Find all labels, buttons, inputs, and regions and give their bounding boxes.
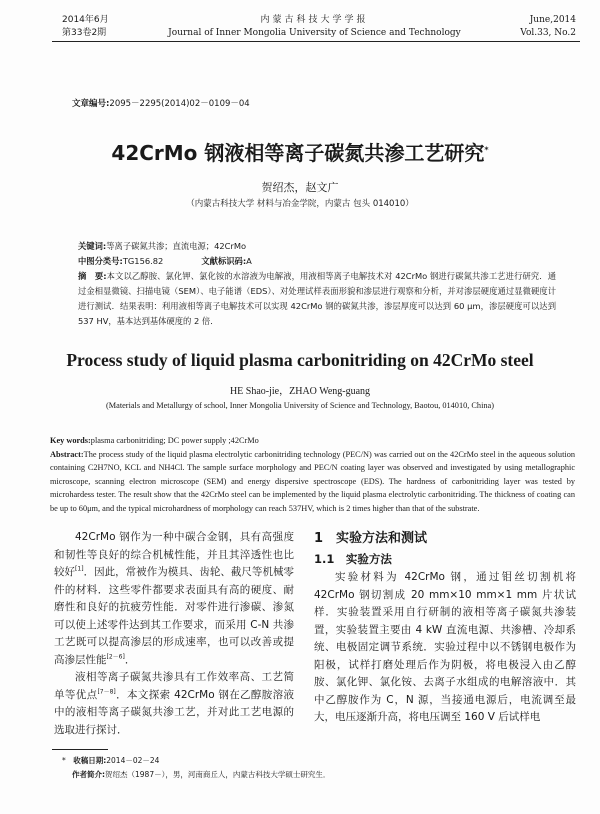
header-rule: [52, 41, 580, 42]
text: ．因此，常被作为模具、齿轮、截尺等机械零件的材料．这些零件都要求表面具有高的硬度、耐磨性和良好的抗疲劳性能．对零件进行渗碳、渗氮可以使上述零件达到其工作要求，而采用 C-N 共渗工艺既可以提高渗层的形成速率，也可以改善或提高渗层性能: [54, 566, 295, 666]
affiliation-cn: （内蒙古科技大学 材料与冶金学院，内蒙古 包头 014010）: [186, 199, 414, 209]
article-number-value: 2095－2295(2014)02－0109－04: [109, 99, 250, 109]
header-volume-cn: 第33卷2期: [62, 28, 107, 38]
classification: [78, 254, 556, 269]
received-date: 2014－02－24: [106, 756, 160, 765]
authors-cn: 贺绍杰，赵文广: [261, 181, 339, 194]
authors-en: HE Shao-jie，ZHAO Weng-guang: [229, 386, 371, 397]
citation: [1]: [75, 565, 84, 573]
abstract-cn-block: [78, 239, 556, 329]
keywords-en-value: plasma carbonitriding; DC power supply ;42CrMo: [90, 436, 259, 445]
intro-paragraph-1: [54, 529, 294, 669]
body-columns: [54, 529, 576, 739]
affiliation-en: (Materials and Metallurgy of school, Inner Mongolia University of Science and Technology, Baotou, 014010, China): [106, 401, 494, 410]
article-number: [72, 98, 600, 110]
keywords-en-label: Key words:: [50, 436, 91, 445]
intro-paragraph-2: [54, 669, 294, 739]
section-heading-1: 1 实验方法和测试: [314, 531, 428, 546]
text: 液相等离子碳氮共渗具有工作效率高、工艺简单等优点: [54, 671, 294, 701]
classification-value: TG156.82: [122, 256, 164, 266]
header-left: [62, 14, 109, 40]
received-label: 收稿日期:: [73, 756, 107, 765]
header-right: [520, 14, 576, 40]
author-bio: 贺绍杰（1987－），男，河南商丘人，内蒙古科技大学硕士研究生．: [105, 770, 331, 779]
abstract-en-block: [50, 434, 575, 515]
footnote: [62, 754, 600, 782]
author-bio-label: 作者简介:: [72, 770, 105, 779]
abstract-en: [50, 448, 575, 516]
journal-name-cn: 内蒙古科技大学学报: [260, 15, 369, 25]
keywords-cn-label: 关键词:: [78, 241, 107, 251]
body-right-column: [314, 529, 576, 739]
methods-paragraph: 实验材料为 42CrMo 钢，通过钼丝切割机将 42CrMo 钢切割成 20 mm×10 mm×1 mm 片状试样．实验装置采用自行研制的液相等离子碳氮共渗装置，实验装置主要由 4 kW 直流电源、共渗槽、冷却系统、电极固定调节系统．实验过程中以不锈钢电极作为阳极，试样打磨处理后作为阴极，将电极浸入由乙醇胺、氯化钾、氯化铵、去离子水组成的电解溶液中．其中乙醇胺作为 C，N 源，当接通电源后，电流调至最大，电压逐渐升高，将电压调至 160 V 后试样电: [314, 571, 576, 723]
citation: [7－8]: [97, 688, 116, 695]
abstract-en-text: The process study of the liquid plasma electrolytic carbonitriding technology (PEC/N) was carried out on the 42CrMo steel in the aqueous solution containing C2H7NO, KCL and NH4Cl. The sample surface morphology and PEC/N coating layer was observed and investigated by using metallographic microscope, scanning electron microscope (SEM) and energy dispersive spectroscope (EDS). The hardness of carbonitriding layer was tested by microhardess tester. The result show that the 42CrMo steel can be implemented by the liquid plasma electrolytic carbonitriding. The thickness of coating can be up to 60μm, and the typical microhardness of morphology can reach 537HV, which is 2 times higher than that of the substrate.: [50, 449, 575, 513]
footnote-received: * 收稿日期:2014－02－24: [62, 756, 160, 765]
title-en: Process study of liquid plasma carbonitriding on 42CrMo steel: [66, 350, 534, 370]
keywords-cn: [78, 239, 556, 254]
abstract-en-label: Abstract:: [50, 449, 84, 459]
title-cn: [0, 140, 600, 166]
classification-label: 中图分类号:: [78, 256, 123, 266]
text: ．: [124, 653, 136, 666]
keywords-cn-value: 等离子碳氮共渗；直流电源；42CrMo: [106, 241, 247, 251]
header-date-en: June,2014: [529, 15, 576, 25]
article-number-label: 文章编号:: [72, 99, 110, 109]
doc-code-label: 文献标识码:: [201, 256, 247, 266]
header-center: [109, 14, 521, 40]
text: ．本文探索 42CrMo 钢在乙醇胺溶液中的液相等离子碳氮共渗工艺，并对此工艺电源的选取进行探讨．: [54, 688, 295, 736]
journal-name-en: Journal of Inner Mongolia University of Science and Technology: [168, 28, 461, 38]
citation: [2－6]: [106, 653, 125, 660]
title-footnote-mark: *: [484, 145, 489, 155]
abstract-cn-text: 本文以乙醇胺、氯化钾、氯化铵的水溶液为电解液，用液相等离子电解技术对 42CrMo 钢进行碳氮共渗工艺进行研究．通过金相显微镜、扫描电镜（SEM）、电子能谱（EDS）、对处理试样表面形貌和渗层进行观察和分析，并对渗层硬度通过显微硬度计进行测试．结果表明：利用液相等离子电解技术可以实现 42CrMo 钢的碳氮共渗，渗层厚度可以达到 60 μm，渗层硬度可以达到 537 HV，基本达到基体硬度的 2 倍．: [78, 271, 556, 326]
footnote-rule: [52, 749, 108, 750]
title-cn-text: 42CrMo 钢液相等离子碳氮共渗工艺研究: [111, 141, 485, 165]
text: 42CrMo 钢作为一种中碳合金钢，具有高强度和韧性等良好的综合机械性能，并且其淬透性也比较好: [54, 531, 294, 578]
running-header: [0, 14, 600, 40]
header-volume-en: Vol.33, No.2: [520, 28, 576, 38]
keywords-en: [50, 434, 575, 448]
footnote-author: [62, 768, 600, 782]
doc-code-value: A: [246, 256, 252, 266]
abstract-cn: [78, 269, 556, 329]
body-left-column: [54, 529, 294, 739]
section-heading-1-1: 1.1 实验方法: [314, 552, 392, 566]
abstract-cn-label: 摘 要:: [78, 271, 107, 281]
header-date-cn: 2014年6月: [62, 15, 109, 25]
